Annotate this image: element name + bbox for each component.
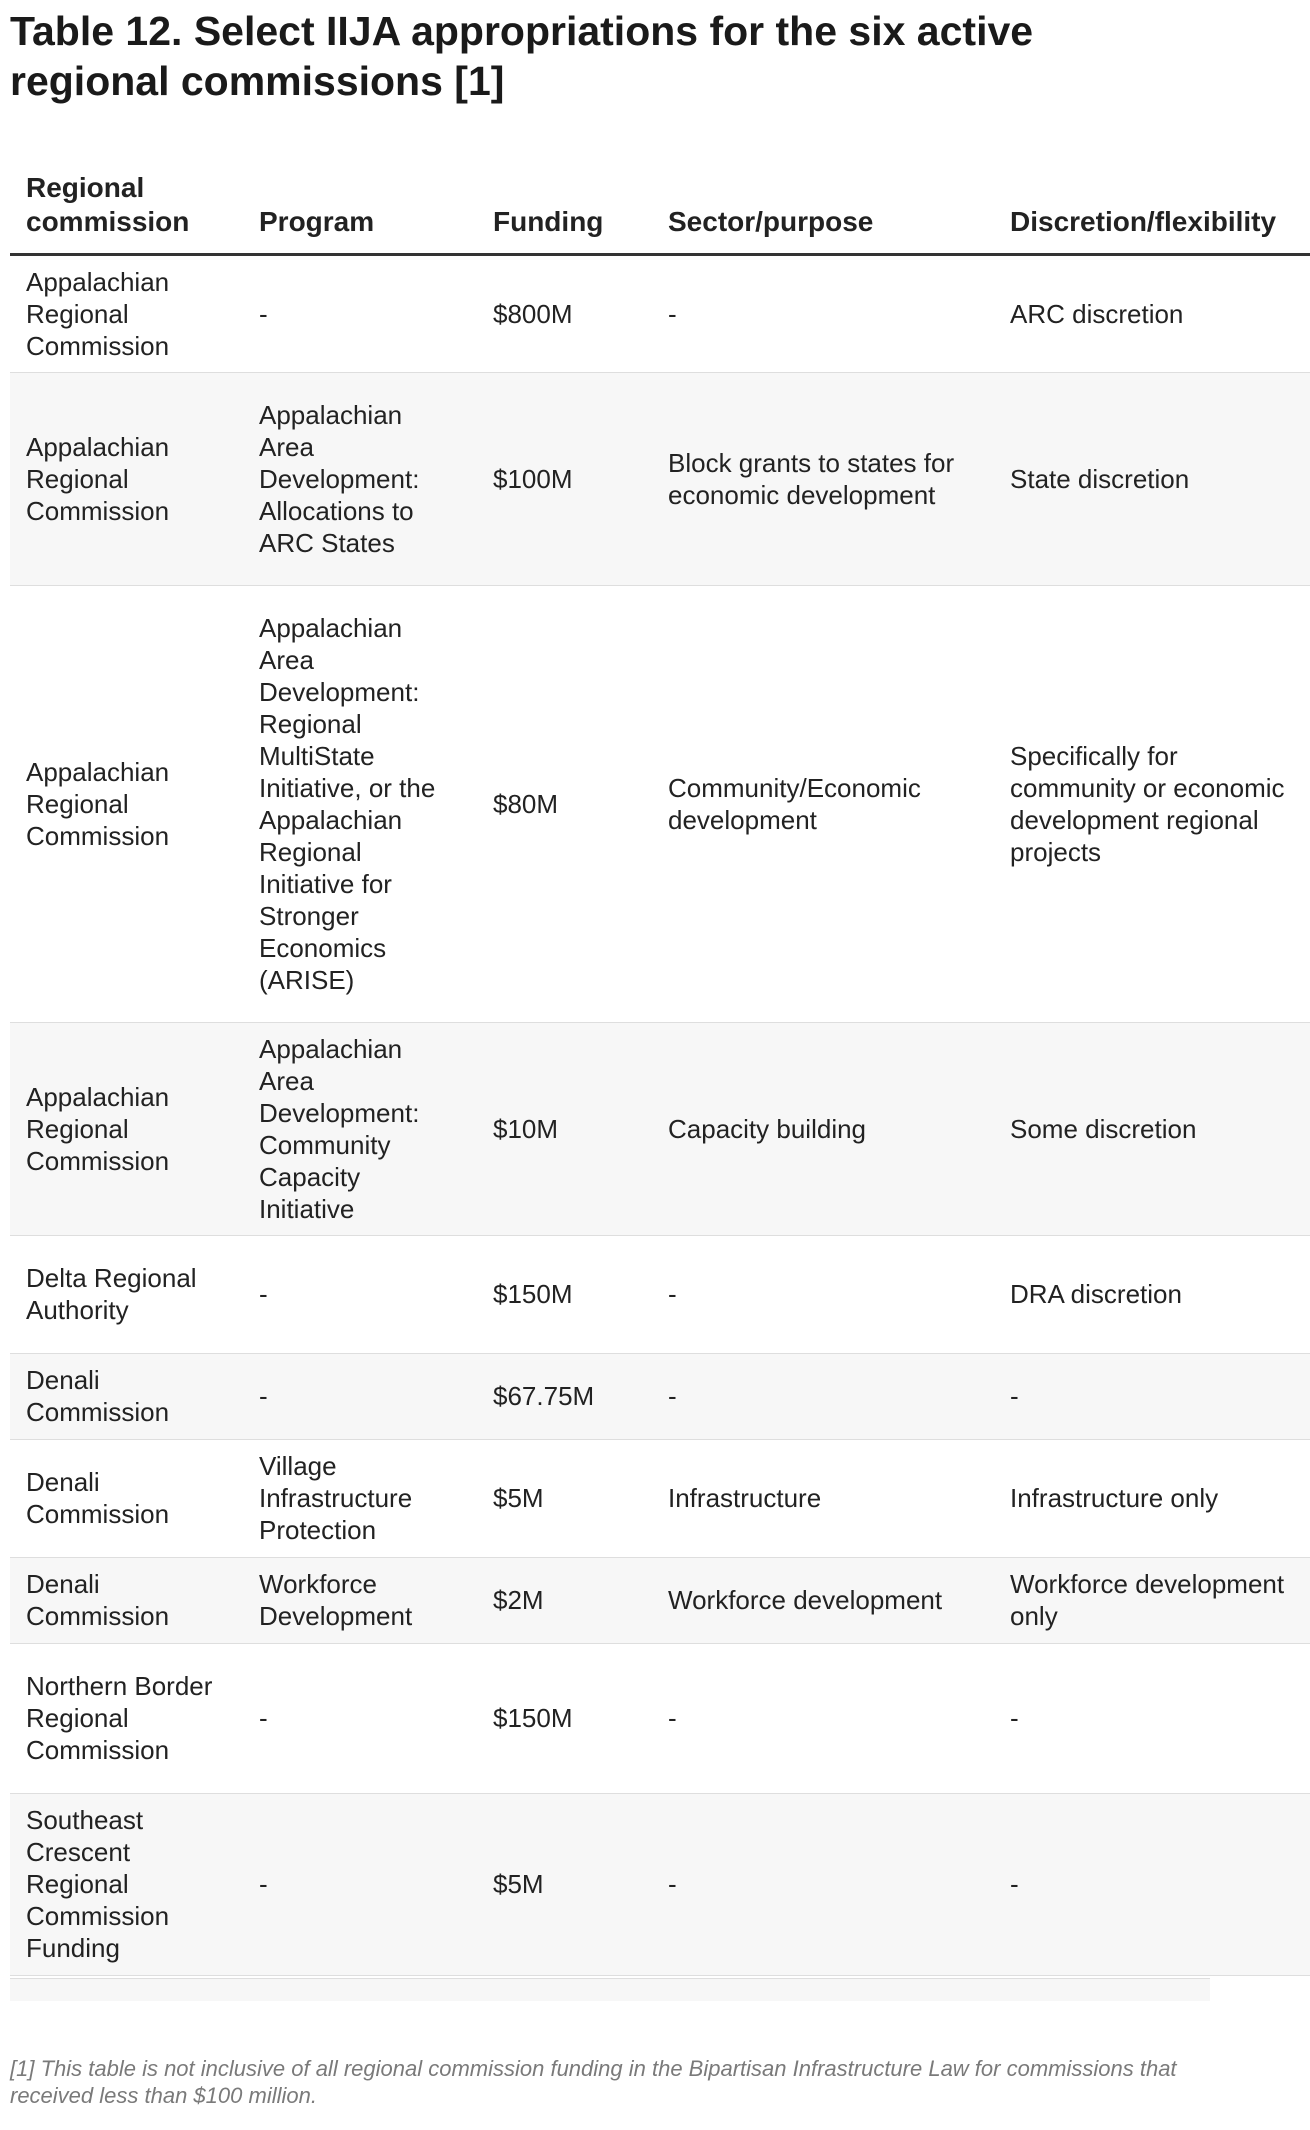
- column-header-discretion-flexibility[interactable]: Discretion/flexibility: [994, 160, 1310, 254]
- table-row: [10, 372, 1310, 585]
- cell-sector-purpose: -: [652, 1793, 994, 1975]
- table-row: [10, 1793, 1310, 1975]
- cell-funding: $150M: [477, 1643, 652, 1793]
- cell-sector-purpose: Capacity building: [652, 1022, 994, 1235]
- cell-program: -: [243, 254, 477, 372]
- cell-program: -: [243, 1643, 477, 1793]
- cell-program: Workforce Development: [243, 1557, 477, 1643]
- cell-funding: $5M: [477, 1793, 652, 1975]
- cell-sector-purpose: Block grants to states for economic development: [652, 372, 994, 585]
- cell-program: -: [243, 1353, 477, 1439]
- cell-funding: $100M: [477, 372, 652, 585]
- cell-funding: $80M: [477, 585, 652, 1022]
- footnote: [1] This table is not inclusive of all regional commission funding in the Bipartisan Infrastructure Law for commissions that received less than $100 million.: [10, 2056, 1177, 2108]
- appropriations-table: [10, 160, 1310, 1976]
- cell-funding: $800M: [477, 254, 652, 372]
- cell-program: Appalachian Area Development: Regional MultiState Initiative, or the Appalachian Regional Initiative for Stronger Economics (ARISE): [243, 585, 477, 1022]
- cell-sector-purpose: -: [652, 254, 994, 372]
- cell-funding: $150M: [477, 1235, 652, 1353]
- cell-funding: $5M: [477, 1439, 652, 1557]
- table-row: [10, 1557, 1310, 1643]
- cell-program: Appalachian Area Development: Allocations to ARC States: [243, 372, 477, 585]
- cell-discretion: ARC discretion: [994, 254, 1310, 372]
- cell-sector-purpose: -: [652, 1235, 994, 1353]
- table-row: [10, 1235, 1310, 1353]
- cell-regional-commission: Denali Commission: [10, 1353, 243, 1439]
- cell-discretion: Some discretion: [994, 1022, 1310, 1235]
- cell-funding: $67.75M: [477, 1353, 652, 1439]
- table-row: [10, 1439, 1310, 1557]
- cell-discretion: Workforce development only: [994, 1557, 1310, 1643]
- cell-discretion: Infrastructure only: [994, 1439, 1310, 1557]
- table-row: [10, 254, 1310, 372]
- column-header-sector-purpose[interactable]: Sector/purpose: [652, 160, 994, 254]
- cell-regional-commission: Appalachian Regional Commission: [10, 585, 243, 1022]
- column-header-funding[interactable]: Funding: [477, 160, 652, 254]
- table-header: [10, 160, 1310, 254]
- cell-discretion: State discretion: [994, 372, 1310, 585]
- table-scroll-container[interactable]: [10, 160, 1285, 2020]
- cell-funding: $10M: [477, 1022, 652, 1235]
- cell-regional-commission: Appalachian Regional Commission: [10, 1022, 243, 1235]
- cell-sector-purpose: -: [652, 1353, 994, 1439]
- table-bottom-spacer: [10, 1978, 1210, 2001]
- table-row: [10, 585, 1310, 1022]
- cell-program: -: [243, 1235, 477, 1353]
- table-body: [10, 254, 1310, 1975]
- cell-regional-commission: Denali Commission: [10, 1557, 243, 1643]
- cell-regional-commission: Denali Commission: [10, 1439, 243, 1557]
- cell-regional-commission: Delta Regional Authority: [10, 1235, 243, 1353]
- cell-discretion: -: [994, 1643, 1310, 1793]
- cell-regional-commission: Southeast Crescent Regional Commission Funding: [10, 1793, 243, 1975]
- cell-program: Appalachian Area Development: Community Capacity Initiative: [243, 1022, 477, 1235]
- column-header-regional-commission[interactable]: Regional commission: [10, 160, 243, 254]
- cell-discretion: DRA discretion: [994, 1235, 1310, 1353]
- cell-sector-purpose: Infrastructure: [652, 1439, 994, 1557]
- table-title: Table 12. Select IIJA appropriations for the six active regional commissions [1]: [10, 8, 1034, 104]
- cell-program: Village Infrastructure Protection: [243, 1439, 477, 1557]
- cell-discretion: Specifically for community or economic development regional projects: [994, 585, 1310, 1022]
- column-header-program[interactable]: Program: [243, 160, 477, 254]
- cell-sector-purpose: -: [652, 1643, 994, 1793]
- table-row: [10, 1643, 1310, 1793]
- cell-discretion: -: [994, 1793, 1310, 1975]
- cell-regional-commission: Appalachian Regional Commission: [10, 372, 243, 585]
- header-row: [10, 160, 1310, 254]
- cell-discretion: -: [994, 1353, 1310, 1439]
- cell-regional-commission: Appalachian Regional Commission: [10, 254, 243, 372]
- cell-funding: $2M: [477, 1557, 652, 1643]
- cell-program: -: [243, 1793, 477, 1975]
- cell-regional-commission: Northern Border Regional Commission: [10, 1643, 243, 1793]
- cell-sector-purpose: Community/Economic development: [652, 585, 994, 1022]
- table-row: [10, 1022, 1310, 1235]
- table-row: [10, 1353, 1310, 1439]
- cell-sector-purpose: Workforce development: [652, 1557, 994, 1643]
